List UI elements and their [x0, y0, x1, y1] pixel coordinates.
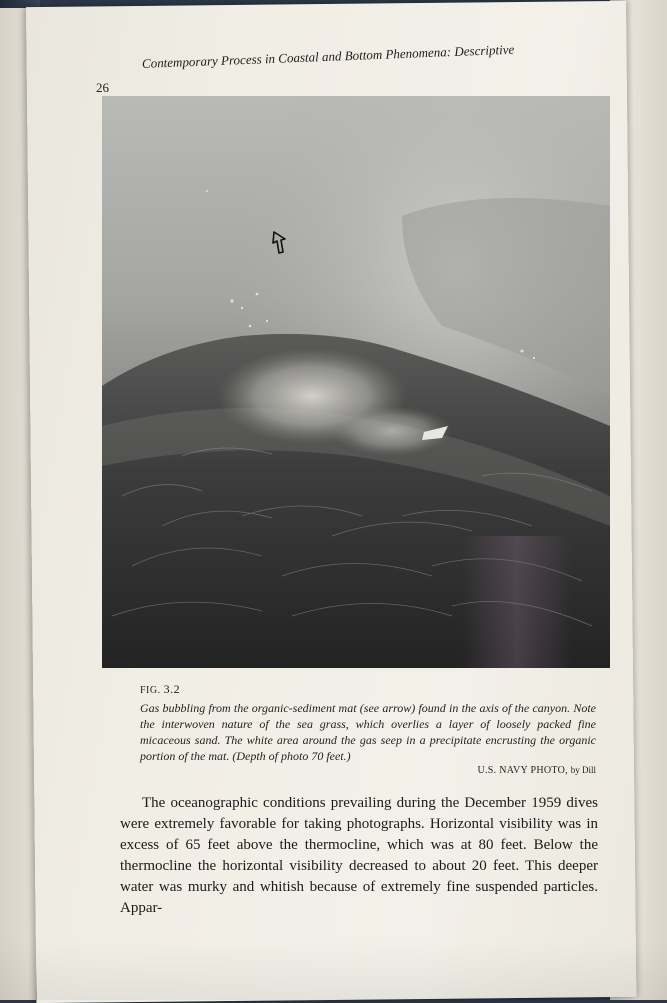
running-title: Contemporary Process in Coastal and Bottom Phenomena: Descriptive	[141, 41, 515, 71]
photo-credit-source: U.S. NAVY PHOTO,	[477, 765, 568, 776]
figure-caption	[140, 682, 596, 776]
page-number: 26	[96, 80, 109, 95]
body-paragraph: The oceanographic conditions prevailing during the December 1959 dives were extremely favorable for taking photographs. Horizontal visibility was in excess of 65 feet above the thermocline, which was at 80 feet. Below the thermocline the horizontal visibility decreased to about 20 feet. This deeper water was murky and whitish because of extremely fine suspended particles. Appar-	[120, 795, 598, 916]
caption-text: Gas bubbling from the organic-sediment mat (see arrow) found in the axis of the canyon. Note the interwoven nature of the sea grass, which overlies a layer of loosely packed fine micaceous sand. The white area around the gas seep in a precipitate encrusting the organic portion of the mat. (Depth of photo 70 feet.)	[140, 701, 596, 763]
seafloor-photo-graphic	[102, 96, 610, 668]
figure-label	[140, 682, 596, 697]
figure-label-number: 3.2	[163, 682, 181, 696]
figure-label-prefix: FIG.	[140, 685, 161, 696]
underwater-photo	[102, 96, 610, 668]
outline-arrow-icon	[270, 230, 290, 256]
photo-credit-author: by Dill	[570, 765, 596, 775]
page-header	[96, 41, 566, 95]
photo-credit	[140, 765, 596, 776]
